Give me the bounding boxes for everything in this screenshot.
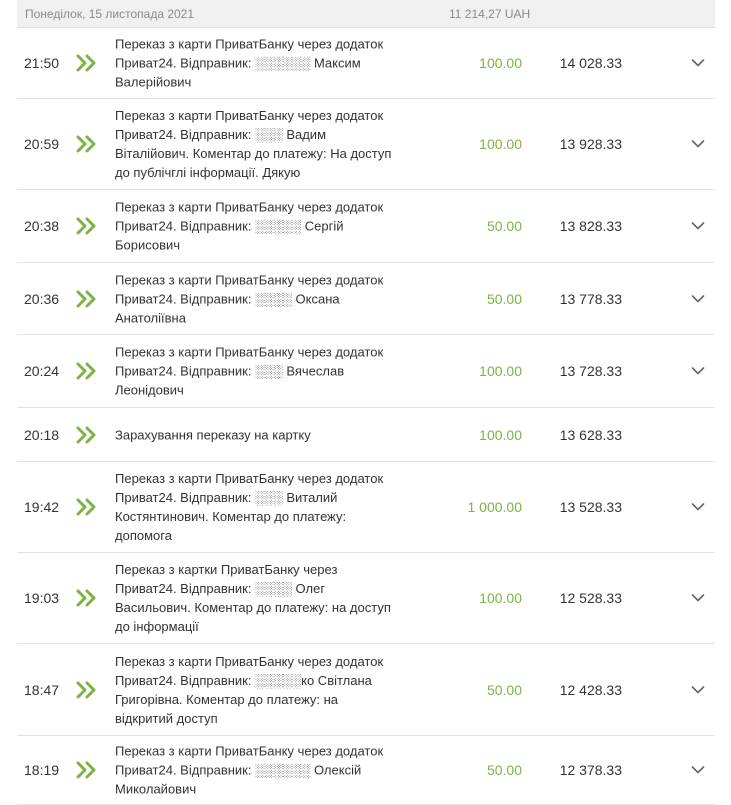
transaction-balance: 12 528.33	[559, 590, 622, 606]
transaction-time: 20:18	[24, 426, 60, 443]
transaction-balance: 13 828.33	[559, 218, 622, 234]
day-total: 11 214,27 UAH	[449, 7, 531, 21]
double-chevron-right-icon	[76, 761, 98, 779]
transaction-time: 20:36	[24, 290, 60, 307]
transaction-row[interactable]	[17, 263, 715, 335]
chevron-down-icon[interactable]	[691, 502, 705, 512]
transaction-description: Зарахування переказу на картку	[115, 427, 311, 442]
transaction-description: Переказ з карти ПриватБанку через додаток Приват24. Відправник: ░░░░░░ Олексій Миколайович	[115, 743, 384, 797]
transaction-balance: 12 428.33	[559, 681, 622, 698]
transaction-balance: 13 928.33	[559, 136, 622, 152]
transaction-description: Переказ з карти ПриватБанку через додаток Приват24. Відправник: ░░░ Вадим Віталійович. Коментар до платежу: На доступ до публічглі інформації. Дякую	[115, 108, 392, 180]
transaction-amount: 100.00	[479, 590, 522, 606]
transaction-list	[17, 27, 715, 805]
double-chevron-right-icon	[76, 54, 98, 72]
day-header	[17, 0, 715, 28]
transaction-balance: 13 628.33	[559, 426, 622, 443]
chevron-down-icon[interactable]	[691, 593, 705, 603]
transaction-time: 19:03	[24, 590, 60, 606]
transaction-amount: 100.00	[479, 54, 522, 71]
transaction-row[interactable]	[17, 736, 715, 805]
transaction-row[interactable]	[17, 27, 715, 99]
transaction-amount: 1 000.00	[467, 499, 522, 515]
transaction-description: Переказ з карти ПриватБанку через додаток Приват24. Відправник: ░░░░░ко Світлана Григорівна. Коментар до платежу: на відкритий доступ	[115, 653, 384, 726]
transaction-description: Переказ з карти ПриватБанку через додаток Приват24. Відправник: ░░░░░░ Максим Валерійович	[115, 36, 384, 89]
transaction-row	[17, 408, 715, 462]
transaction-balance: 14 028.33	[559, 54, 622, 71]
transaction-row[interactable]	[17, 553, 715, 644]
double-chevron-right-icon	[76, 135, 98, 153]
transaction-amount: 50.00	[486, 762, 522, 778]
transaction-balance: 13 778.33	[559, 290, 622, 307]
transaction-description: Переказ з картки ПриватБанку через Приват24. Відправник: ░░░░ Олег Васильович. Коментар до платежу: на доступ до інформації	[115, 562, 391, 634]
transaction-amount: 50.00	[486, 218, 522, 234]
transaction-time: 21:50	[24, 54, 60, 71]
chevron-down-icon[interactable]	[691, 294, 705, 304]
double-chevron-right-icon	[76, 290, 98, 308]
transaction-time: 20:38	[24, 218, 60, 234]
transaction-row[interactable]	[17, 190, 715, 263]
transaction-balance: 13 728.33	[559, 363, 622, 379]
transaction-time: 20:59	[24, 136, 60, 152]
transaction-time: 18:47	[24, 681, 60, 698]
double-chevron-right-icon	[76, 589, 98, 607]
transaction-amount: 100.00	[479, 136, 522, 152]
transaction-description: Переказ з карти ПриватБанку через додаток Приват24. Відправник: ░░░ Вячеслав Леонідович	[115, 344, 384, 398]
chevron-down-icon[interactable]	[691, 221, 705, 231]
double-chevron-right-icon	[76, 681, 98, 699]
transaction-time: 18:19	[24, 762, 60, 778]
transaction-row[interactable]	[17, 99, 715, 190]
transaction-amount: 100.00	[479, 363, 522, 379]
transaction-balance: 12 378.33	[559, 762, 622, 778]
double-chevron-right-icon	[76, 362, 98, 380]
transaction-description: Переказ з карти ПриватБанку через додаток Приват24. Відправник: ░░░░ Оксана Анатоліївна	[115, 272, 384, 325]
double-chevron-right-icon	[76, 217, 98, 235]
transaction-description: Переказ з карти ПриватБанку через додаток Приват24. Відправник: ░░░ Виталий Костянтинович. Коментар до платежу: допомога	[115, 471, 384, 543]
transaction-row[interactable]	[17, 462, 715, 553]
chevron-down-icon[interactable]	[691, 366, 705, 376]
transaction-description: Переказ з карти ПриватБанку через додаток Приват24. Відправник: ░░░░░ Сергій Борисович	[115, 199, 384, 253]
transaction-amount: 50.00	[486, 681, 522, 698]
double-chevron-right-icon	[76, 498, 98, 516]
transaction-amount: 50.00	[486, 290, 522, 307]
double-chevron-right-icon	[76, 426, 98, 444]
transaction-row[interactable]	[17, 335, 715, 408]
chevron-down-icon[interactable]	[691, 58, 705, 68]
chevron-down-icon[interactable]	[691, 765, 705, 775]
transaction-amount: 100.00	[479, 426, 522, 443]
day-date: Понеділок, 15 листопада 2021	[25, 7, 195, 21]
transaction-balance: 13 528.33	[559, 499, 622, 515]
chevron-down-icon[interactable]	[691, 139, 705, 149]
transaction-row[interactable]	[17, 644, 715, 736]
transaction-time: 19:42	[24, 499, 60, 515]
transaction-time: 20:24	[24, 363, 60, 379]
chevron-down-icon[interactable]	[691, 685, 705, 695]
